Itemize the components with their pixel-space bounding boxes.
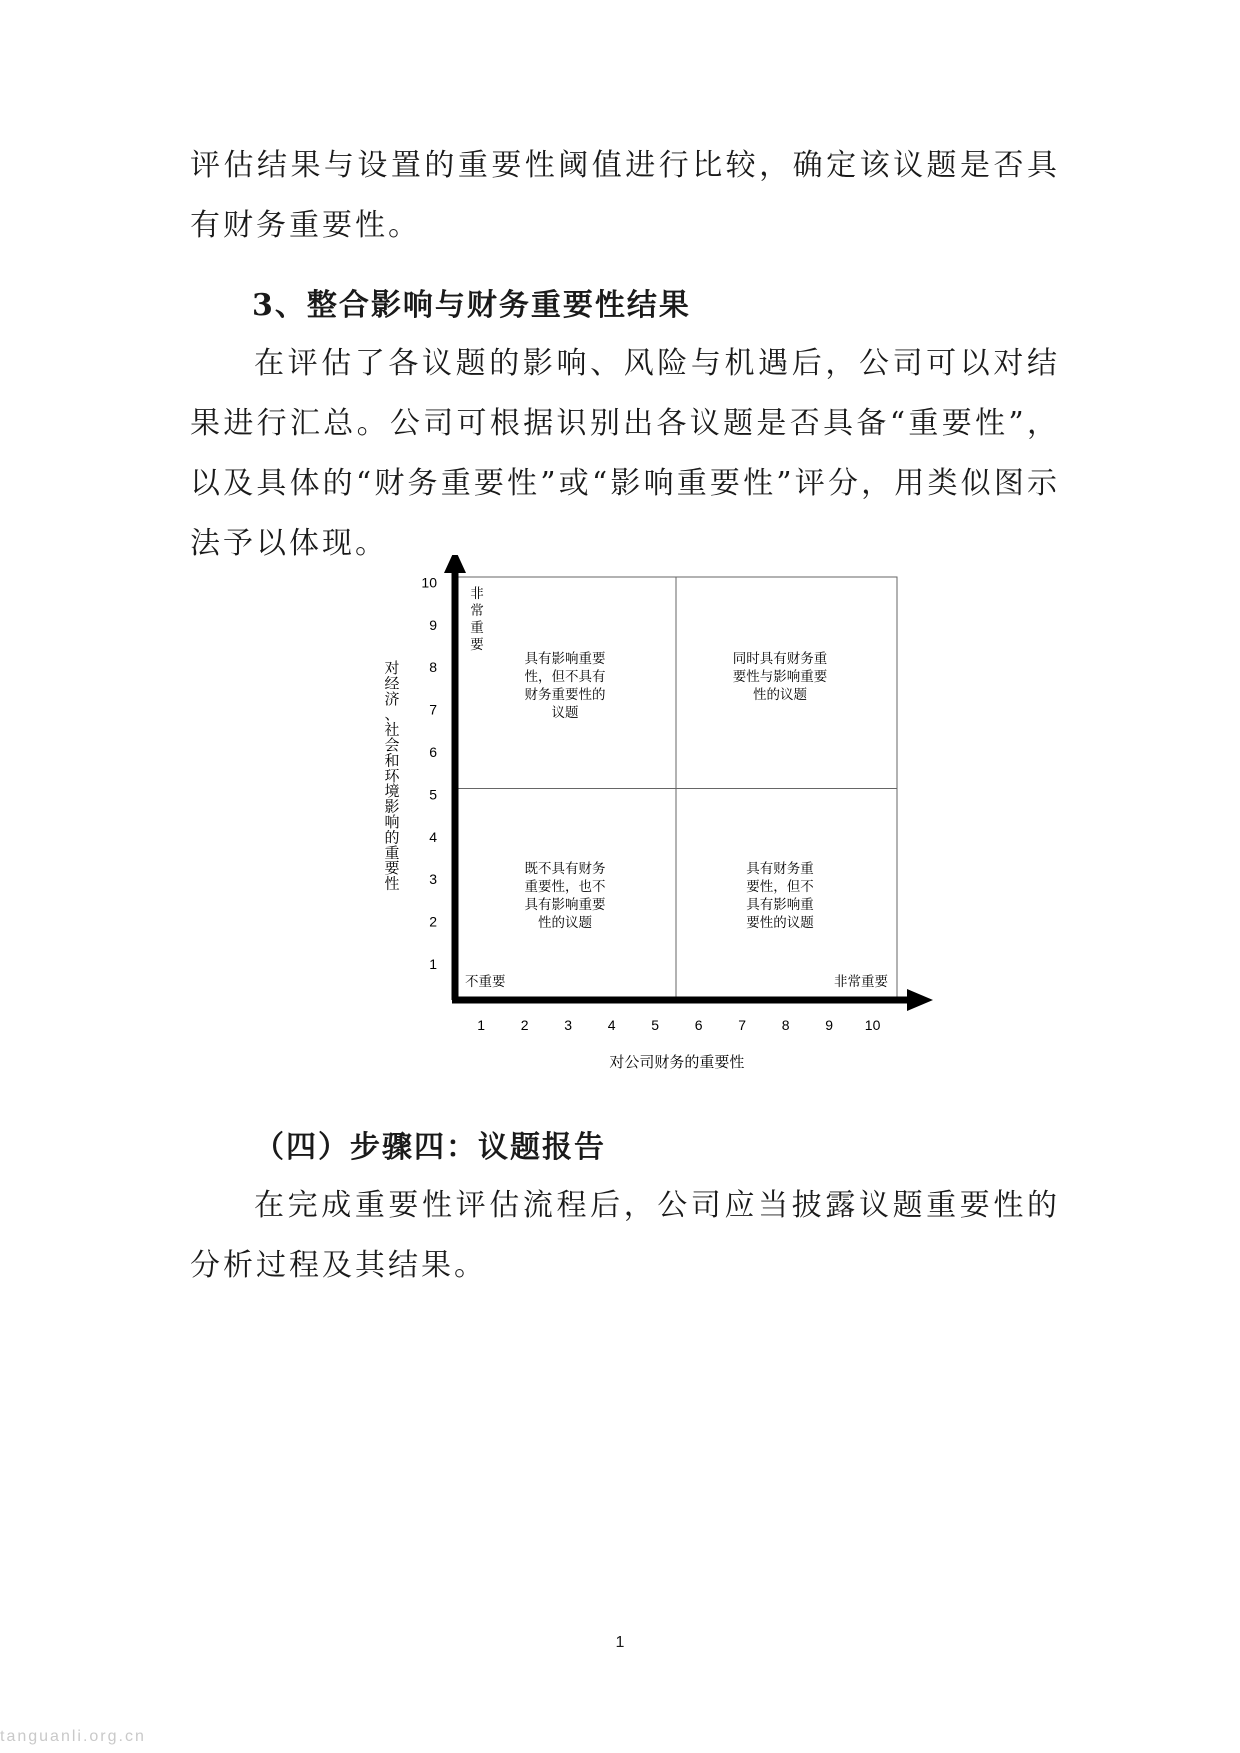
quadrant-label-bottom-left: 性的议题 [538,915,592,931]
x-tick-label: 8 [781,1017,790,1033]
y-axis-title-char: 要 [384,859,400,878]
annotation-x-very-important: 非常重要 [834,974,888,990]
x-axis-arrow [907,989,933,1011]
y-axis-title-char: 重 [384,843,400,862]
y-axis-title-char: 环 [384,766,400,785]
y-axis-title-char: 社 [384,720,400,739]
y-tick-label: 1 [429,955,437,972]
x-tick-label: 10 [864,1017,881,1033]
y-axis-title-char: 性 [384,874,400,893]
y-tick-label: 4 [429,828,437,845]
quadrant-label-bottom-left: 具有影响重要 [524,897,606,913]
materiality-matrix-chart [370,555,950,1085]
y-tick-label: 3 [429,871,437,888]
quadrant-label-bottom-right: 要性，但不 [746,879,814,895]
y-axis-arrow [444,555,466,573]
y-axis-title-char: 经 [384,674,400,693]
paragraph-threshold: 评估结果与设置的重要性阈值进行比较，确定该议题是否具有财务重要性。 [190,148,1060,243]
annotation-y-very-important-char: 常 [470,603,484,619]
quadrant-label-top-left: 具有影响重要 [524,651,606,667]
y-tick-label: 6 [429,743,437,760]
y-tick-label: 2 [429,913,437,930]
heading-step-four: （四）步骤四：议题报告 [254,1130,606,1165]
quadrant-label-bottom-left: 重要性，也不 [524,879,606,895]
quadrant-label-bottom-left: 既不具有财务 [524,861,606,877]
y-tick-label: 8 [429,659,437,676]
x-tick-label: 2 [520,1017,529,1033]
quadrant-label-bottom-right: 要性的议题 [746,915,814,931]
paragraph-report: 在完成重要性评估流程后，公司应当披露议题重要性的分析过程及其结果。 [190,1188,1060,1283]
y-axis-title-char: 和 [384,751,400,770]
y-axis-title-char: 济 [384,689,400,708]
x-tick-label: 4 [607,1017,616,1033]
y-tick-label: 5 [429,786,437,803]
x-tick-label: 6 [694,1017,703,1033]
annotation-y-very-important-char: 重 [470,620,484,636]
y-axis-title-char: 境 [384,782,400,801]
annotation-not-important: 不重要 [465,974,506,990]
y-axis-title-char: 对 [384,659,400,677]
y-axis-title-char: 的 [384,828,400,847]
x-axis-title: 对公司财务的重要性 [609,1053,745,1071]
x-tick-label: 7 [738,1017,746,1033]
quadrant-label-top-right: 同时具有财务重 [732,651,828,667]
watermark: tanguanli.org.cn [0,1728,146,1745]
y-tick-label: 10 [421,574,437,591]
x-tick-label: 9 [825,1017,833,1033]
y-axis-title-char: 、 [384,705,400,724]
annotation-y-very-important-char: 非 [470,586,484,602]
paragraph-integrate: 在评估了各议题的影响、风险与机遇后，公司可以对结果进行汇总。公司可根据识别出各议题是否具备“重要性”，以及具体的“财务重要性”或“影响重要性”评分，用类似图示法予以体现。 [190,346,1060,561]
x-tick-label: 5 [651,1017,659,1033]
y-tick-label: 9 [429,616,437,633]
quadrant-label-top-right: 性的议题 [753,687,807,703]
y-tick-label: 7 [429,701,437,718]
quadrant-label-top-left: 财务重要性的 [524,687,606,703]
quadrant-label-top-right: 要性与影响重要 [732,669,828,685]
annotation-y-very-important-char: 要 [470,637,484,653]
quadrant-label-bottom-right: 具有财务重 [746,861,814,877]
x-tick-label: 3 [564,1017,572,1033]
heading-integrate-results: 3、整合影响与财务重要性结果 [252,288,691,323]
x-tick-label: 1 [477,1017,485,1033]
y-axis-title-char: 响 [384,813,400,831]
page-number: 1 [615,1634,625,1651]
y-axis-title-char: 影 [384,797,400,816]
quadrant-label-bottom-right: 具有影响重 [746,897,814,913]
quadrant-label-top-left: 议题 [551,705,579,721]
quadrant-label-top-left: 性，但不具有 [524,669,606,685]
y-axis-title-char: 会 [384,736,400,754]
